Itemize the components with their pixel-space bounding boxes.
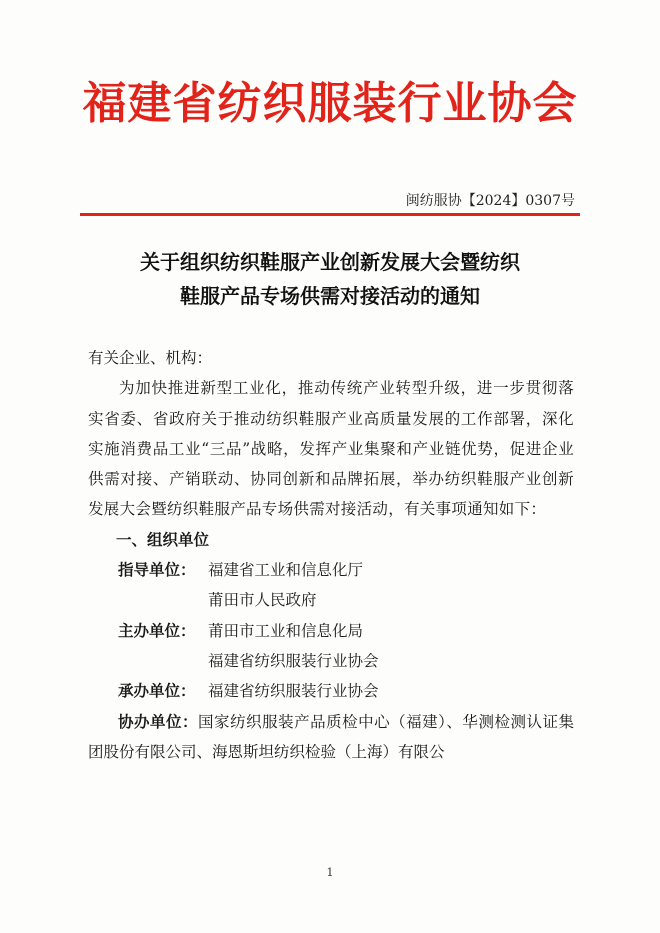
guide-unit-row	[88, 555, 574, 585]
document-title	[60, 245, 600, 313]
host-unit-label: 主办单位：	[118, 621, 196, 640]
title-line-2: 鞋服产品专场供需对接活动的通知	[180, 284, 480, 308]
red-divider-line	[80, 213, 580, 216]
co-organizer-row	[88, 707, 574, 768]
host-unit-value-2: 福建省纺织服装行业协会	[208, 651, 379, 670]
organizer-unit-row	[88, 676, 574, 706]
document-body	[88, 343, 574, 767]
issuer-header: 福建省纺织服装行业协会	[82, 78, 578, 129]
host-unit-value: 莆田市工业和信息化局	[208, 621, 364, 640]
guide-unit-label: 指导单位：	[118, 561, 196, 580]
intro-paragraph: 为加快推进新型工业化，推动传统产业转型升级，进一步贯彻落实省委、省政府关于推动纺织鞋服产业高质量发展的工作部署，深化实施消费品工业“三品”战略，发挥产业集聚和产业链优势，促进企业供需对接、产销联动、协同创新和品牌拓展，举办纺织鞋服产业创新发展大会暨纺织鞋服产品专场供需对接活动，有关事项通知如下：	[88, 379, 574, 519]
guide-unit-value: 福建省工业和信息化厅	[208, 561, 364, 580]
organizer-unit-value: 福建省纺织服装行业协会	[208, 682, 379, 701]
guide-unit-value-2: 莆田市人民政府	[208, 591, 317, 610]
co-organizer-label: 协办单位：	[118, 712, 199, 731]
section-heading-organizers: 一、组织单位	[116, 530, 210, 549]
organizer-unit-label: 承办单位：	[118, 682, 196, 701]
document-number: 闽纺服协【2024】0307号	[405, 193, 575, 209]
co-organizer-value: 国家纺织服装产品质检中心（福建）、华测检测认证集团股份有限公司、海恩斯坦纺织检验（上海）有限公	[88, 712, 574, 761]
title-line-1: 关于组织纺织鞋服产业创新发展大会暨纺织	[140, 250, 520, 274]
salutation: 有关企业、机构：	[88, 349, 213, 367]
page-number: 1	[326, 866, 334, 879]
host-unit-row	[88, 616, 574, 646]
